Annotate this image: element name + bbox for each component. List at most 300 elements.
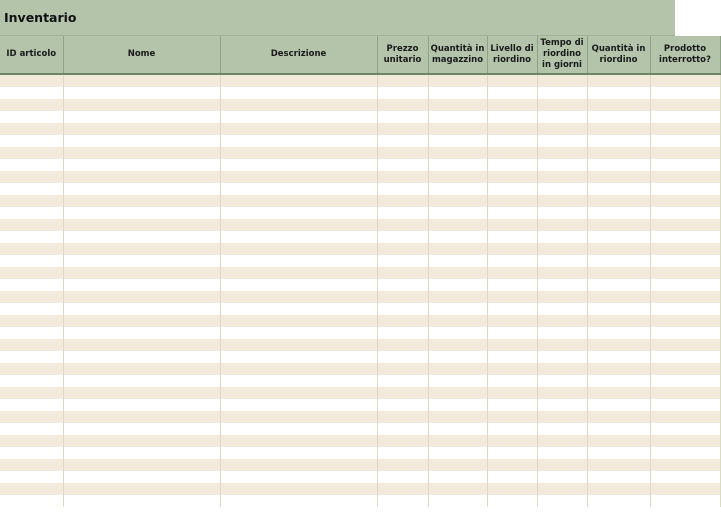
table-cell[interactable] (587, 327, 650, 339)
table-cell[interactable] (377, 351, 428, 363)
table-cell[interactable] (587, 135, 650, 147)
table-cell[interactable] (487, 351, 537, 363)
table-cell[interactable] (587, 459, 650, 471)
table-cell[interactable] (487, 147, 537, 159)
table-cell[interactable] (650, 423, 720, 435)
table-cell[interactable] (428, 351, 487, 363)
table-cell[interactable] (63, 195, 220, 207)
table-cell[interactable] (587, 447, 650, 459)
table-cell[interactable] (587, 423, 650, 435)
table-cell[interactable] (487, 363, 537, 375)
table-cell[interactable] (487, 303, 537, 315)
table-cell[interactable] (63, 159, 220, 171)
table-cell[interactable] (650, 291, 720, 303)
table-cell[interactable] (377, 255, 428, 267)
table-cell[interactable] (428, 303, 487, 315)
table-cell[interactable] (650, 303, 720, 315)
table-cell[interactable] (537, 123, 587, 135)
table-cell[interactable] (587, 351, 650, 363)
table-cell[interactable] (0, 99, 63, 111)
table-cell[interactable] (537, 87, 587, 99)
table-cell[interactable] (537, 399, 587, 411)
table-cell[interactable] (487, 339, 537, 351)
table-cell[interactable] (220, 207, 377, 219)
table-cell[interactable] (487, 171, 537, 183)
table-cell[interactable] (0, 351, 63, 363)
table-cell[interactable] (63, 279, 220, 291)
table-cell[interactable] (0, 111, 63, 123)
table-cell[interactable] (537, 315, 587, 327)
table-cell[interactable] (650, 471, 720, 483)
table-cell[interactable] (587, 267, 650, 279)
column-header-prezzo-unitario[interactable]: Prezzo unitario (377, 36, 428, 74)
table-cell[interactable] (377, 267, 428, 279)
table-cell[interactable] (63, 483, 220, 495)
table-cell[interactable] (428, 183, 487, 195)
table-cell[interactable] (0, 315, 63, 327)
table-cell[interactable] (487, 111, 537, 123)
table-cell[interactable] (650, 255, 720, 267)
table-cell[interactable] (537, 279, 587, 291)
table-cell[interactable] (0, 303, 63, 315)
table-cell[interactable] (377, 375, 428, 387)
table-cell[interactable] (587, 411, 650, 423)
table-cell[interactable] (377, 315, 428, 327)
table-cell[interactable] (650, 447, 720, 459)
table-cell[interactable] (63, 459, 220, 471)
table-cell[interactable] (428, 375, 487, 387)
table-cell[interactable] (220, 255, 377, 267)
table-cell[interactable] (63, 303, 220, 315)
table-cell[interactable] (377, 219, 428, 231)
table-cell[interactable] (487, 435, 537, 447)
table-cell[interactable] (487, 219, 537, 231)
table-cell[interactable] (0, 423, 63, 435)
table-cell[interactable] (0, 159, 63, 171)
table-cell[interactable] (0, 123, 63, 135)
table-cell[interactable] (537, 339, 587, 351)
table-cell[interactable] (428, 459, 487, 471)
table-cell[interactable] (0, 327, 63, 339)
table-cell[interactable] (428, 411, 487, 423)
table-cell[interactable] (377, 291, 428, 303)
table-cell[interactable] (587, 363, 650, 375)
table-cell[interactable] (587, 375, 650, 387)
table-cell[interactable] (587, 111, 650, 123)
table-cell[interactable] (537, 255, 587, 267)
table-cell[interactable] (220, 423, 377, 435)
table-cell[interactable] (537, 459, 587, 471)
table-cell[interactable] (220, 279, 377, 291)
table-cell[interactable] (428, 111, 487, 123)
table-cell[interactable] (537, 471, 587, 483)
table-cell[interactable] (428, 363, 487, 375)
table-cell[interactable] (377, 74, 428, 87)
table-cell[interactable] (220, 171, 377, 183)
table-cell[interactable] (587, 399, 650, 411)
table-cell[interactable] (220, 363, 377, 375)
table-cell[interactable] (63, 327, 220, 339)
table-cell[interactable] (487, 195, 537, 207)
table-cell[interactable] (487, 135, 537, 147)
table-cell[interactable] (650, 87, 720, 99)
table-cell[interactable] (587, 471, 650, 483)
table-cell[interactable] (220, 87, 377, 99)
table-cell[interactable] (63, 147, 220, 159)
table-cell[interactable] (63, 267, 220, 279)
table-cell[interactable] (377, 243, 428, 255)
table-cell[interactable] (487, 243, 537, 255)
table-cell[interactable] (220, 135, 377, 147)
table-cell[interactable] (220, 435, 377, 447)
table-cell[interactable] (487, 207, 537, 219)
table-cell[interactable] (220, 327, 377, 339)
table-cell[interactable] (537, 207, 587, 219)
table-cell[interactable] (63, 74, 220, 87)
table-cell[interactable] (220, 291, 377, 303)
table-cell[interactable] (650, 243, 720, 255)
table-cell[interactable] (650, 435, 720, 447)
table-cell[interactable] (220, 315, 377, 327)
table-cell[interactable] (0, 459, 63, 471)
table-cell[interactable] (377, 123, 428, 135)
table-cell[interactable] (650, 99, 720, 111)
table-cell[interactable] (63, 87, 220, 99)
table-cell[interactable] (428, 159, 487, 171)
table-cell[interactable] (428, 339, 487, 351)
table-cell[interactable] (537, 99, 587, 111)
table-cell[interactable] (377, 147, 428, 159)
table-cell[interactable] (377, 159, 428, 171)
table-cell[interactable] (487, 327, 537, 339)
table-cell[interactable] (220, 387, 377, 399)
table-cell[interactable] (377, 207, 428, 219)
table-cell[interactable] (487, 159, 537, 171)
table-cell[interactable] (428, 423, 487, 435)
table-cell[interactable] (650, 399, 720, 411)
table-cell[interactable] (220, 123, 377, 135)
column-header-quantita-in-magazzino[interactable]: Quantità in magazzino (428, 36, 487, 74)
table-cell[interactable] (537, 291, 587, 303)
table-cell[interactable] (537, 183, 587, 195)
table-cell[interactable] (428, 387, 487, 399)
table-cell[interactable] (537, 74, 587, 87)
table-cell[interactable] (428, 135, 487, 147)
table-cell[interactable] (63, 375, 220, 387)
table-cell[interactable] (63, 411, 220, 423)
table-cell[interactable] (487, 99, 537, 111)
table-cell[interactable] (63, 171, 220, 183)
table-cell[interactable] (587, 99, 650, 111)
table-cell[interactable] (537, 231, 587, 243)
table-cell[interactable] (220, 243, 377, 255)
column-header-livello-di-riordino[interactable]: Livello di riordino (487, 36, 537, 74)
table-cell[interactable] (587, 219, 650, 231)
table-cell[interactable] (220, 495, 377, 507)
table-cell[interactable] (220, 267, 377, 279)
table-cell[interactable] (650, 495, 720, 507)
table-cell[interactable] (220, 219, 377, 231)
table-cell[interactable] (428, 147, 487, 159)
table-cell[interactable] (587, 495, 650, 507)
table-cell[interactable] (428, 99, 487, 111)
table-cell[interactable] (428, 483, 487, 495)
table-cell[interactable] (63, 447, 220, 459)
table-cell[interactable] (220, 231, 377, 243)
table-cell[interactable] (487, 183, 537, 195)
table-cell[interactable] (537, 483, 587, 495)
table-cell[interactable] (487, 399, 537, 411)
table-cell[interactable] (0, 447, 63, 459)
table-cell[interactable] (428, 219, 487, 231)
table-cell[interactable] (487, 495, 537, 507)
table-cell[interactable] (377, 459, 428, 471)
table-cell[interactable] (63, 387, 220, 399)
table-cell[interactable] (63, 231, 220, 243)
column-header-quantita-in-riordino[interactable]: Quantità in riordino (587, 36, 650, 74)
table-cell[interactable] (63, 339, 220, 351)
table-cell[interactable] (587, 171, 650, 183)
table-cell[interactable] (0, 219, 63, 231)
table-cell[interactable] (63, 471, 220, 483)
table-cell[interactable] (220, 459, 377, 471)
table-cell[interactable] (377, 183, 428, 195)
table-cell[interactable] (537, 351, 587, 363)
table-cell[interactable] (487, 471, 537, 483)
table-cell[interactable] (63, 399, 220, 411)
table-cell[interactable] (428, 447, 487, 459)
table-cell[interactable] (377, 471, 428, 483)
table-cell[interactable] (428, 255, 487, 267)
table-cell[interactable] (220, 303, 377, 315)
table-cell[interactable] (220, 375, 377, 387)
table-cell[interactable] (0, 471, 63, 483)
table-cell[interactable] (650, 171, 720, 183)
table-cell[interactable] (487, 123, 537, 135)
table-cell[interactable] (63, 243, 220, 255)
table-cell[interactable] (537, 327, 587, 339)
table-cell[interactable] (650, 339, 720, 351)
table-cell[interactable] (587, 387, 650, 399)
table-cell[interactable] (220, 74, 377, 87)
table-cell[interactable] (537, 435, 587, 447)
column-header-descrizione[interactable]: Descrizione (220, 36, 377, 74)
table-cell[interactable] (537, 111, 587, 123)
table-cell[interactable] (487, 291, 537, 303)
table-cell[interactable] (428, 74, 487, 87)
table-cell[interactable] (650, 135, 720, 147)
table-cell[interactable] (650, 267, 720, 279)
table-cell[interactable] (63, 207, 220, 219)
table-cell[interactable] (220, 411, 377, 423)
table-cell[interactable] (0, 243, 63, 255)
table-cell[interactable] (377, 411, 428, 423)
table-cell[interactable] (0, 267, 63, 279)
table-cell[interactable] (650, 351, 720, 363)
table-cell[interactable] (587, 315, 650, 327)
table-cell[interactable] (0, 147, 63, 159)
table-cell[interactable] (650, 219, 720, 231)
table-cell[interactable] (63, 363, 220, 375)
table-cell[interactable] (220, 471, 377, 483)
table-cell[interactable] (377, 87, 428, 99)
table-cell[interactable] (587, 483, 650, 495)
table-cell[interactable] (587, 231, 650, 243)
table-cell[interactable] (0, 74, 63, 87)
table-cell[interactable] (650, 315, 720, 327)
table-cell[interactable] (537, 267, 587, 279)
table-cell[interactable] (377, 171, 428, 183)
table-cell[interactable] (377, 135, 428, 147)
table-cell[interactable] (537, 147, 587, 159)
table-cell[interactable] (587, 195, 650, 207)
table-cell[interactable] (587, 87, 650, 99)
table-cell[interactable] (650, 123, 720, 135)
table-cell[interactable] (63, 183, 220, 195)
table-cell[interactable] (487, 447, 537, 459)
table-cell[interactable] (487, 267, 537, 279)
table-cell[interactable] (487, 483, 537, 495)
table-cell[interactable] (428, 327, 487, 339)
table-cell[interactable] (537, 219, 587, 231)
table-cell[interactable] (537, 363, 587, 375)
table-cell[interactable] (650, 387, 720, 399)
table-cell[interactable] (63, 315, 220, 327)
table-cell[interactable] (377, 423, 428, 435)
table-cell[interactable] (537, 303, 587, 315)
table-cell[interactable] (63, 351, 220, 363)
table-cell[interactable] (0, 291, 63, 303)
table-cell[interactable] (0, 435, 63, 447)
table-cell[interactable] (487, 279, 537, 291)
table-cell[interactable] (587, 255, 650, 267)
table-cell[interactable] (0, 207, 63, 219)
table-cell[interactable] (587, 183, 650, 195)
table-cell[interactable] (537, 411, 587, 423)
table-cell[interactable] (428, 495, 487, 507)
table-cell[interactable] (537, 159, 587, 171)
table-cell[interactable] (650, 411, 720, 423)
table-cell[interactable] (377, 447, 428, 459)
column-header-id-articolo[interactable]: ID articolo (0, 36, 63, 74)
table-cell[interactable] (537, 387, 587, 399)
table-cell[interactable] (0, 279, 63, 291)
table-cell[interactable] (428, 267, 487, 279)
table-cell[interactable] (428, 435, 487, 447)
table-cell[interactable] (587, 123, 650, 135)
table-cell[interactable] (650, 111, 720, 123)
table-cell[interactable] (487, 423, 537, 435)
column-header-prodotto-interrotto[interactable]: Prodotto interrotto? (650, 36, 720, 74)
table-cell[interactable] (377, 279, 428, 291)
table-cell[interactable] (0, 387, 63, 399)
table-cell[interactable] (487, 255, 537, 267)
table-cell[interactable] (220, 351, 377, 363)
table-cell[interactable] (650, 279, 720, 291)
table-cell[interactable] (587, 291, 650, 303)
table-cell[interactable] (377, 195, 428, 207)
table-cell[interactable] (587, 435, 650, 447)
table-cell[interactable] (0, 495, 63, 507)
table-cell[interactable] (428, 195, 487, 207)
table-cell[interactable] (220, 447, 377, 459)
table-cell[interactable] (377, 99, 428, 111)
table-cell[interactable] (63, 435, 220, 447)
table-cell[interactable] (0, 171, 63, 183)
table-cell[interactable] (220, 183, 377, 195)
table-cell[interactable] (377, 399, 428, 411)
table-cell[interactable] (0, 375, 63, 387)
table-cell[interactable] (0, 411, 63, 423)
table-cell[interactable] (428, 231, 487, 243)
table-cell[interactable] (0, 195, 63, 207)
table-cell[interactable] (377, 231, 428, 243)
table-cell[interactable] (0, 135, 63, 147)
table-cell[interactable] (537, 495, 587, 507)
table-cell[interactable] (220, 99, 377, 111)
table-cell[interactable] (428, 471, 487, 483)
table-cell[interactable] (487, 387, 537, 399)
table-cell[interactable] (377, 387, 428, 399)
table-cell[interactable] (487, 231, 537, 243)
table-cell[interactable] (587, 339, 650, 351)
table-cell[interactable] (650, 327, 720, 339)
table-cell[interactable] (377, 435, 428, 447)
table-cell[interactable] (377, 483, 428, 495)
table-cell[interactable] (220, 111, 377, 123)
table-cell[interactable] (650, 375, 720, 387)
table-cell[interactable] (220, 399, 377, 411)
column-header-nome[interactable]: Nome (63, 36, 220, 74)
table-cell[interactable] (220, 159, 377, 171)
table-cell[interactable] (487, 375, 537, 387)
table-cell[interactable] (0, 399, 63, 411)
table-cell[interactable] (537, 135, 587, 147)
table-cell[interactable] (587, 279, 650, 291)
table-cell[interactable] (650, 183, 720, 195)
table-cell[interactable] (220, 195, 377, 207)
table-cell[interactable] (650, 74, 720, 87)
table-cell[interactable] (0, 87, 63, 99)
table-cell[interactable] (63, 495, 220, 507)
table-cell[interactable] (63, 291, 220, 303)
table-cell[interactable] (537, 195, 587, 207)
table-cell[interactable] (650, 363, 720, 375)
table-cell[interactable] (0, 183, 63, 195)
table-cell[interactable] (487, 411, 537, 423)
table-cell[interactable] (63, 99, 220, 111)
table-cell[interactable] (63, 219, 220, 231)
table-cell[interactable] (428, 399, 487, 411)
table-cell[interactable] (487, 87, 537, 99)
table-cell[interactable] (650, 207, 720, 219)
table-cell[interactable] (428, 87, 487, 99)
table-cell[interactable] (0, 363, 63, 375)
table-cell[interactable] (377, 111, 428, 123)
table-cell[interactable] (377, 303, 428, 315)
table-cell[interactable] (487, 74, 537, 87)
table-cell[interactable] (487, 315, 537, 327)
table-cell[interactable] (0, 339, 63, 351)
table-cell[interactable] (0, 231, 63, 243)
table-cell[interactable] (537, 375, 587, 387)
table-cell[interactable] (487, 459, 537, 471)
table-cell[interactable] (650, 147, 720, 159)
table-cell[interactable] (650, 231, 720, 243)
table-cell[interactable] (220, 483, 377, 495)
table-cell[interactable] (63, 423, 220, 435)
table-cell[interactable] (0, 255, 63, 267)
